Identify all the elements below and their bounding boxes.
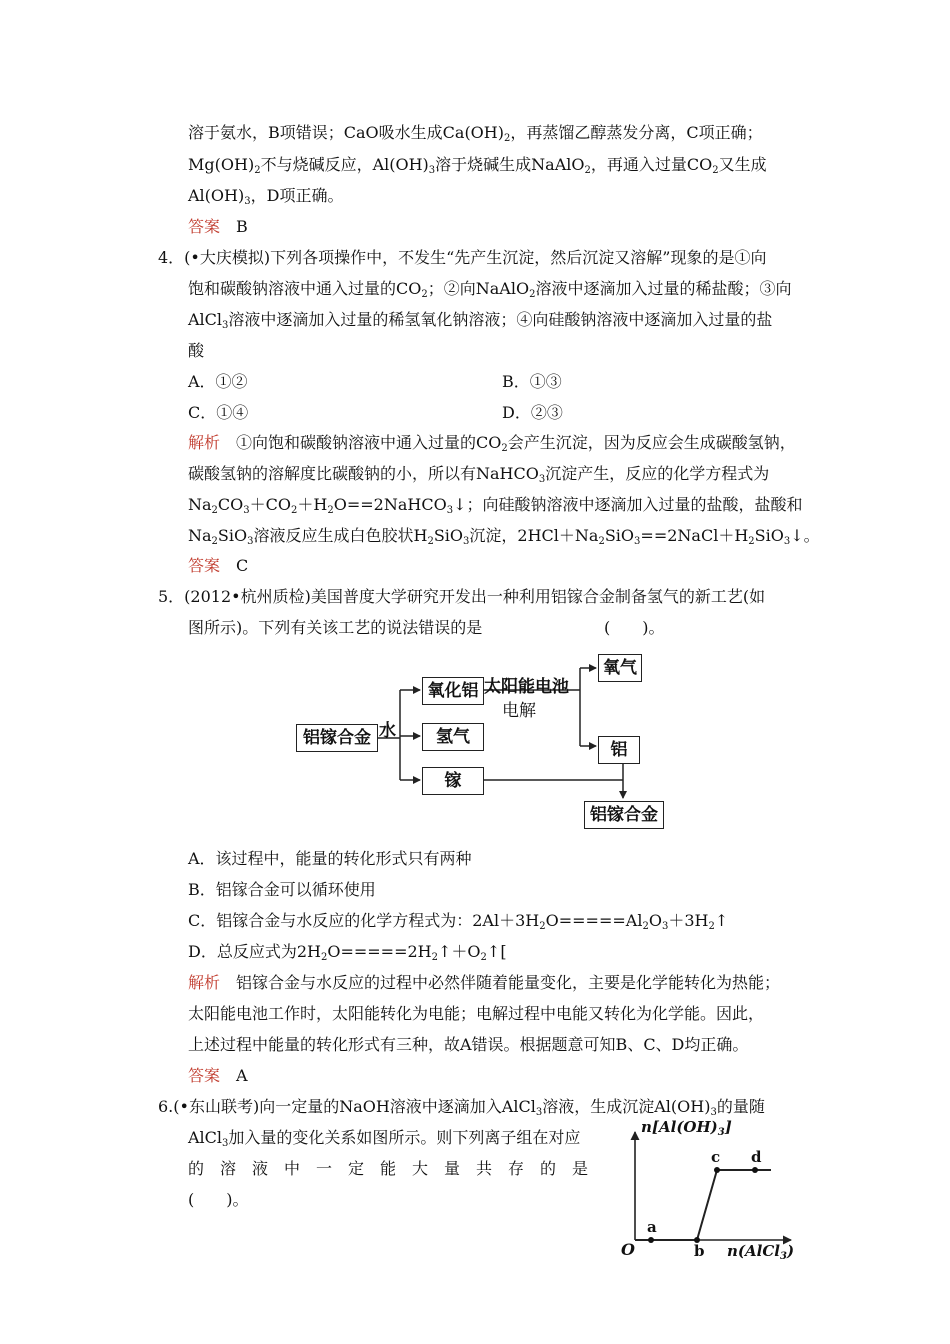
prev-line-2: $Mg(OH)_2$不与烧碱反应，$Al(OH)_3$溶于烧碱生成NaAlO$_2$，再通入过量$CO_2$又生成 bbox=[188, 155, 767, 176]
q6-stem-line-3: 的 溶 液 中 一 定 能 大 量 共 存 的 是 bbox=[188, 1159, 589, 1178]
q5-option-b: B．铝镓合金可以循环使用 bbox=[188, 880, 376, 899]
q5-analysis-line-2: 太阳能电池工作时，太阳能转化为电能；电解过程中电能又转化为化学能。因此， bbox=[188, 1004, 765, 1023]
electrolysis-label: 电解 bbox=[502, 701, 536, 721]
gallium-box: 镓 bbox=[422, 767, 484, 795]
q4-option-b: B．①③ bbox=[502, 372, 562, 391]
q5-analysis-line-3: 上述过程中能量的转化形式有三种，故A错误。根据题意可知B、C、D均正确。 bbox=[188, 1035, 749, 1054]
q4-stem-line-2: 饱和碳酸钠溶液中通入过量的$CO_2$；②向NaAlO$_2$溶液中逐滴加入过量的稀盐酸；③向 bbox=[188, 279, 792, 300]
q4-option-a: A．①② bbox=[188, 372, 248, 391]
q4-option-c: C．①④ bbox=[188, 403, 249, 422]
y-axis-label: $n[Al(OH)_3]$ bbox=[641, 1118, 732, 1138]
point-c bbox=[714, 1167, 720, 1173]
label-c: c bbox=[711, 1148, 721, 1166]
alloy-box: 铝镓合金 bbox=[296, 724, 378, 752]
q4-analysis-line-1: 解析 ①向饱和碳酸钠溶液中通入过量的$CO_2$会产生沉淀，因为反应会生成碳酸氢钠， bbox=[188, 433, 796, 454]
q6-stem-line-2: AlCl$_3$加入量的变化关系如图所示。则下列离子组在对应 bbox=[188, 1128, 581, 1149]
water-label: 水 bbox=[379, 721, 396, 741]
q4-answer: 答案 C bbox=[188, 556, 249, 575]
label-d: d bbox=[751, 1148, 762, 1166]
point-a bbox=[648, 1237, 654, 1243]
prev-line-3: $Al(OH)_3$，D项正确。 bbox=[188, 186, 344, 207]
alumina-box: 氧化铝 bbox=[422, 677, 484, 705]
label-b: b bbox=[694, 1242, 705, 1260]
hydrogen-box: 氢气 bbox=[422, 723, 484, 751]
q4-analysis-line-4: $Na_2SiO_3$溶液反应生成白色胶状$H_2SiO_3$沉淀，$2HCl+Na_2SiO_3==2NaCl+H_2SiO_3↓$。 bbox=[188, 526, 820, 547]
q5-stem-line-1: 5．(2012•杭州质检)美国普度大学研究开发出一种利用铝镓合金制备氢气的新工艺(如 bbox=[158, 587, 766, 606]
precipitate-graph bbox=[615, 1120, 805, 1270]
q4-analysis-line-2: 碳酸氢钠的溶解度比碳酸钠的小，所以有NaHCO$_3$沉淀产生，反应的化学方程式为 bbox=[188, 464, 770, 485]
process-diagram bbox=[290, 650, 670, 830]
q4-option-d: D．②③ bbox=[502, 403, 563, 422]
label-a: a bbox=[647, 1218, 657, 1236]
point-d bbox=[752, 1167, 758, 1173]
x-axis-label: n(AlCl$_3$) bbox=[727, 1242, 795, 1262]
q5-answer-blank: ( )。 bbox=[604, 618, 665, 637]
alloy-output-box: 铝镓合金 bbox=[584, 801, 664, 829]
q4-analysis-line-3: $Na_2CO_3+CO_2+H_2O==2NaHCO_3↓$；向硅酸钠溶液中逐滴加入过量的盐酸，盐酸和 bbox=[188, 495, 803, 516]
solar-cell-label: 太阳能电池 bbox=[484, 677, 569, 697]
aluminum-box: 铝 bbox=[598, 736, 640, 764]
q5-option-a: A．该过程中，能量的转化形式只有两种 bbox=[188, 849, 472, 868]
q6-stem-line-4: ( )。 bbox=[188, 1190, 249, 1209]
prev-line-1: 溶于氨水，B项错误；CaO吸水生成$Ca(OH)_2$，再蒸馏乙醇蒸发分离，C项正确； bbox=[188, 123, 763, 144]
q4-stem-line-1: 4．(•大庆模拟)下列各项操作中，不发生“先产生沉淀，然后沉淀又溶解”现象的是①向 bbox=[158, 248, 767, 267]
q6-stem-line-1: 6.(•东山联考)向一定量的NaOH溶液中逐滴加入AlCl$_3$溶液，生成沉淀$Al(OH)_3$的量随 bbox=[158, 1097, 765, 1118]
q5-option-c: C．铝镓合金与水反应的化学方程式为：$2Al+3H_2O=====Al_2O_3+3H_2↑$ bbox=[188, 911, 729, 932]
prev-answer: 答案 B bbox=[188, 217, 248, 236]
q4-stem-line-4: 酸 bbox=[188, 341, 205, 360]
q5-stem-line-2: 图所示)。下列有关该工艺的说法错误的是 bbox=[188, 618, 483, 637]
q5-analysis-line-1: 解析 铝镓合金与水反应的过程中必然伴随着能量变化，主要是化学能转化为热能； bbox=[188, 973, 781, 992]
q4-stem-line-3: AlCl$_3$溶液中逐滴加入过量的稀氢氧化钠溶液；④向硅酸钠溶液中逐滴加入过量的盐 bbox=[188, 310, 773, 331]
q5-option-d: D．总反应式为$2H_2O=====2H_2↑+O_2↑$[ bbox=[188, 942, 507, 963]
q5-answer: 答案 A bbox=[188, 1066, 248, 1085]
origin-label: O bbox=[621, 1240, 635, 1259]
oxygen-box: 氧气 bbox=[598, 654, 642, 682]
